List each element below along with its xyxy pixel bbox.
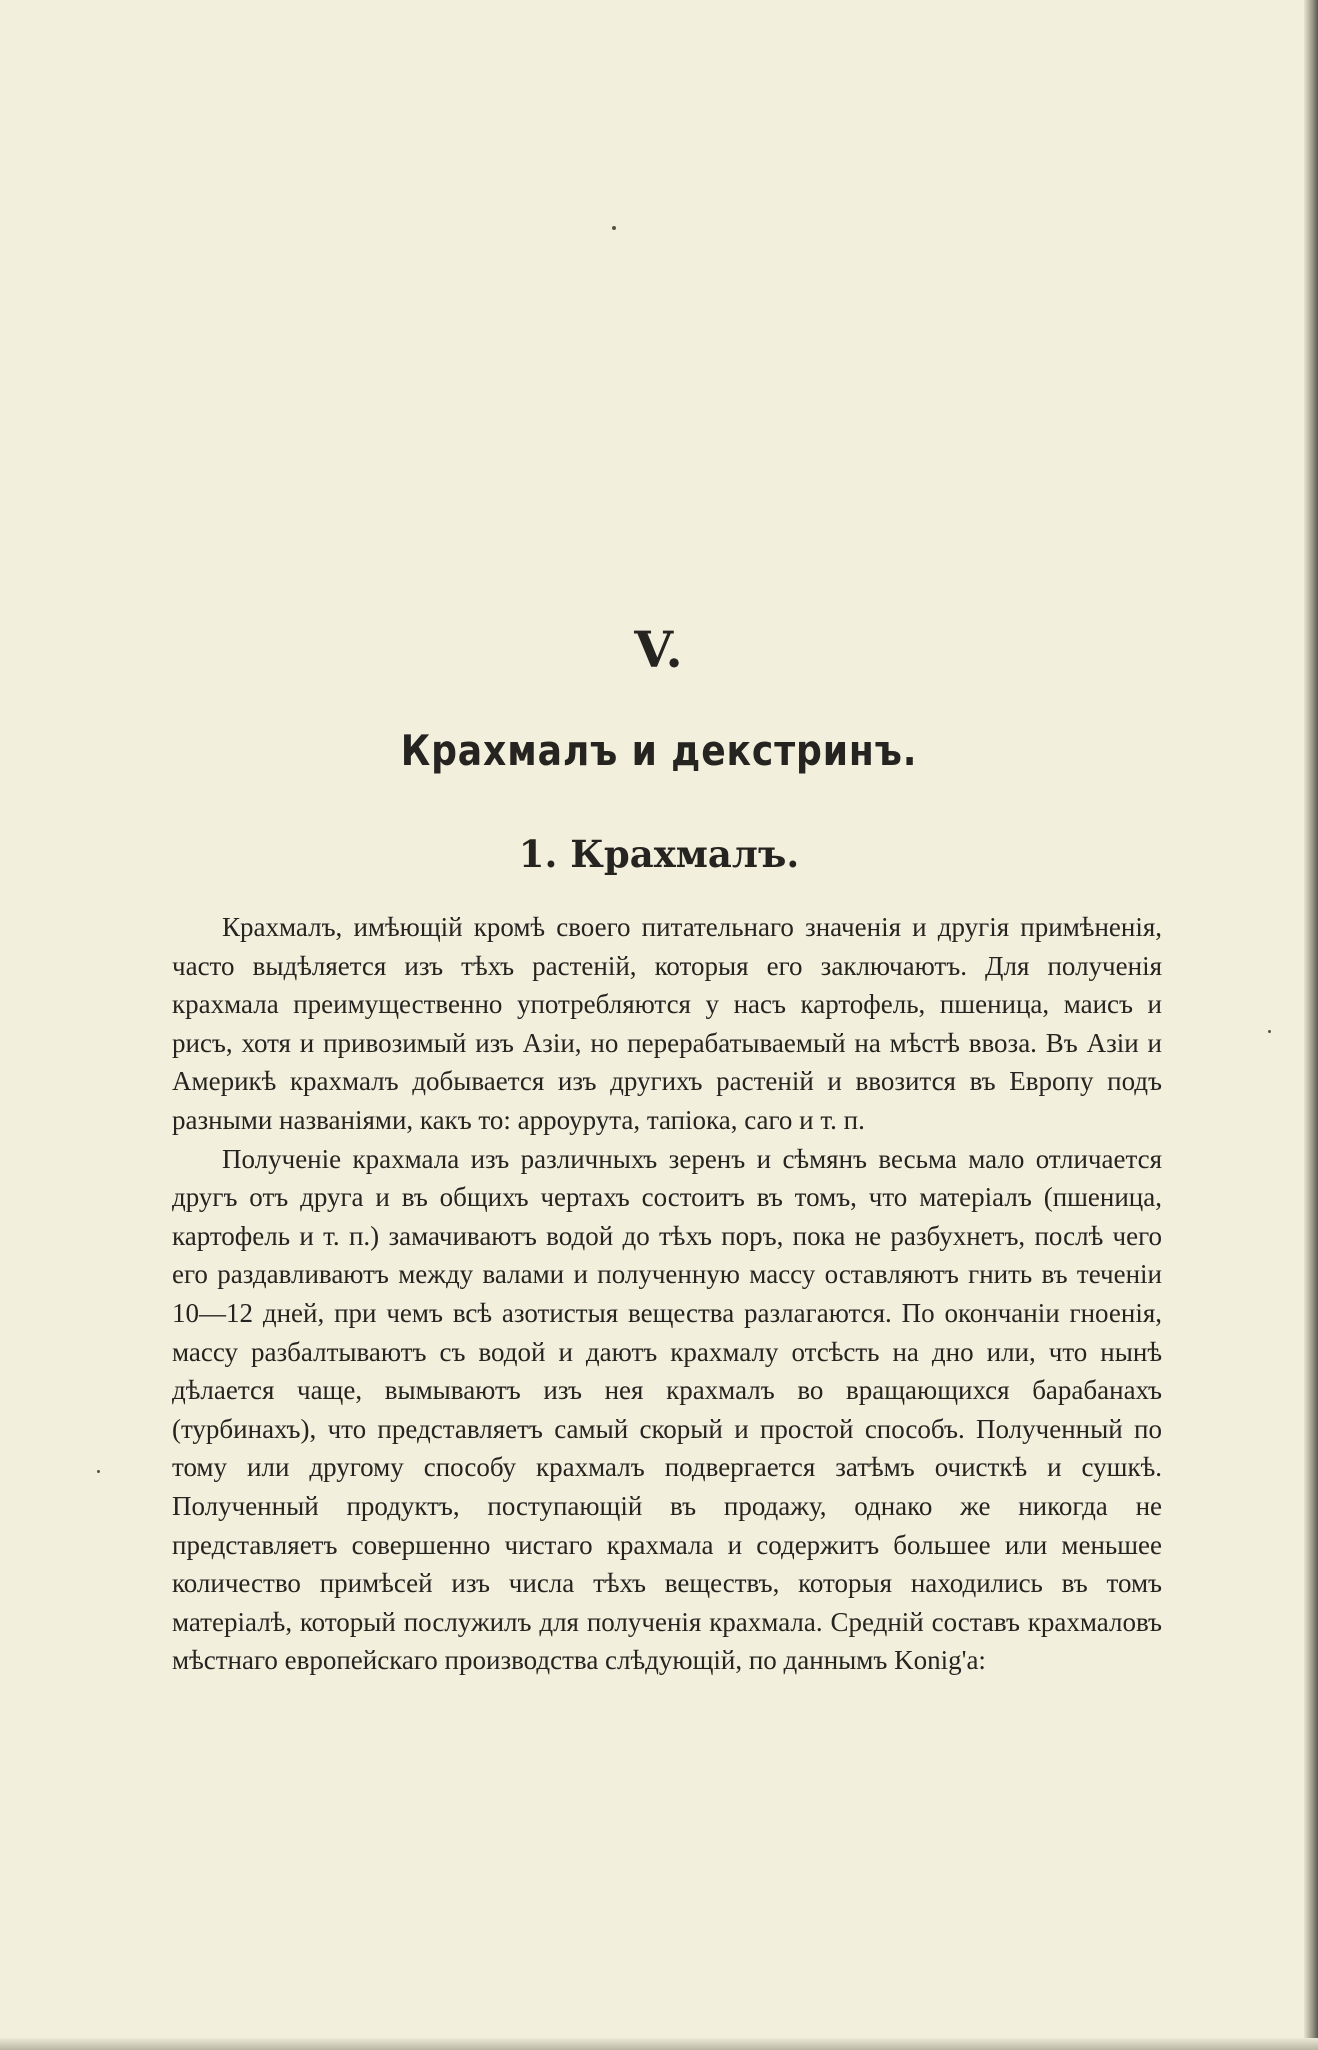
- ink-speck: [97, 1470, 100, 1473]
- paragraph: Полученіе крахмала изъ различныхъ зеренъ и сѣмянъ весьма мало отличается другъ отъ друга и въ общихъ чертахъ состоитъ въ томъ, что матеріалъ (пшеница, картофель и т. п.) замачиваютъ водой до тѣхъ поръ, пока не разбухнетъ, послѣ чего его раздавливаютъ между валами и полученную массу оставляютъ гнить въ теченіи 10—12 дней, при чемъ всѣ азотистыя вещества разлагаются. По окончаніи гноенія, массу разбалтываютъ съ водой и даютъ крахмалу отсѣсть на дно или, что нынѣ дѣлается чаще, вымываютъ изъ нея крахмалъ во вращающихся барабанахъ (турбинахъ), что представляетъ самый скорый и простой способъ. Полученный по тому или другому способу крахмалъ подвергается затѣмъ очисткѣ и сушкѣ. Полученный продуктъ, поступающій въ продажу, однако же никогда не представляетъ совершенно чистаго крахмала и содержитъ большее или меньшее количество примѣсей изъ числа тѣхъ веществъ, которыя находились въ томъ матеріалѣ, который послужилъ для полученія крахмала. Средній составъ крахмаловъ мѣстнаго европейскаго производства слѣдующій, по даннымъ Konig'а:: [172, 1143, 1162, 1676]
- ink-speck: [1268, 1030, 1271, 1033]
- body-text: [172, 908, 1162, 1680]
- page-edge-shadow: [1304, 0, 1318, 2050]
- chapter-title: Крахмалъ и декстринъ.: [400, 726, 918, 775]
- paragraph: Крахмалъ, имѣющій кромѣ своего питательнаго значенія и другія примѣненія, часто выдѣляется изъ тѣхъ растеній, которыя его заключаютъ. Для полученія крахмала преимущественно употребляются у насъ картофель, пшеница, маисъ и рисъ, хотя и привозимый изъ Азіи, но перерабатываемый на мѣстѣ ввоза. Въ Азіи и Америкѣ крахмалъ добывается изъ другихъ растеній и ввозится въ Европу подъ разными названіями, какъ то: арроурута, тапіока, саго и т. п.: [172, 912, 1162, 1135]
- ink-speck: [612, 226, 616, 230]
- chapter-number: V.: [634, 620, 684, 679]
- section-title: 1. Крахмалъ.: [518, 832, 800, 876]
- page-edge-bottom: [0, 2038, 1318, 2050]
